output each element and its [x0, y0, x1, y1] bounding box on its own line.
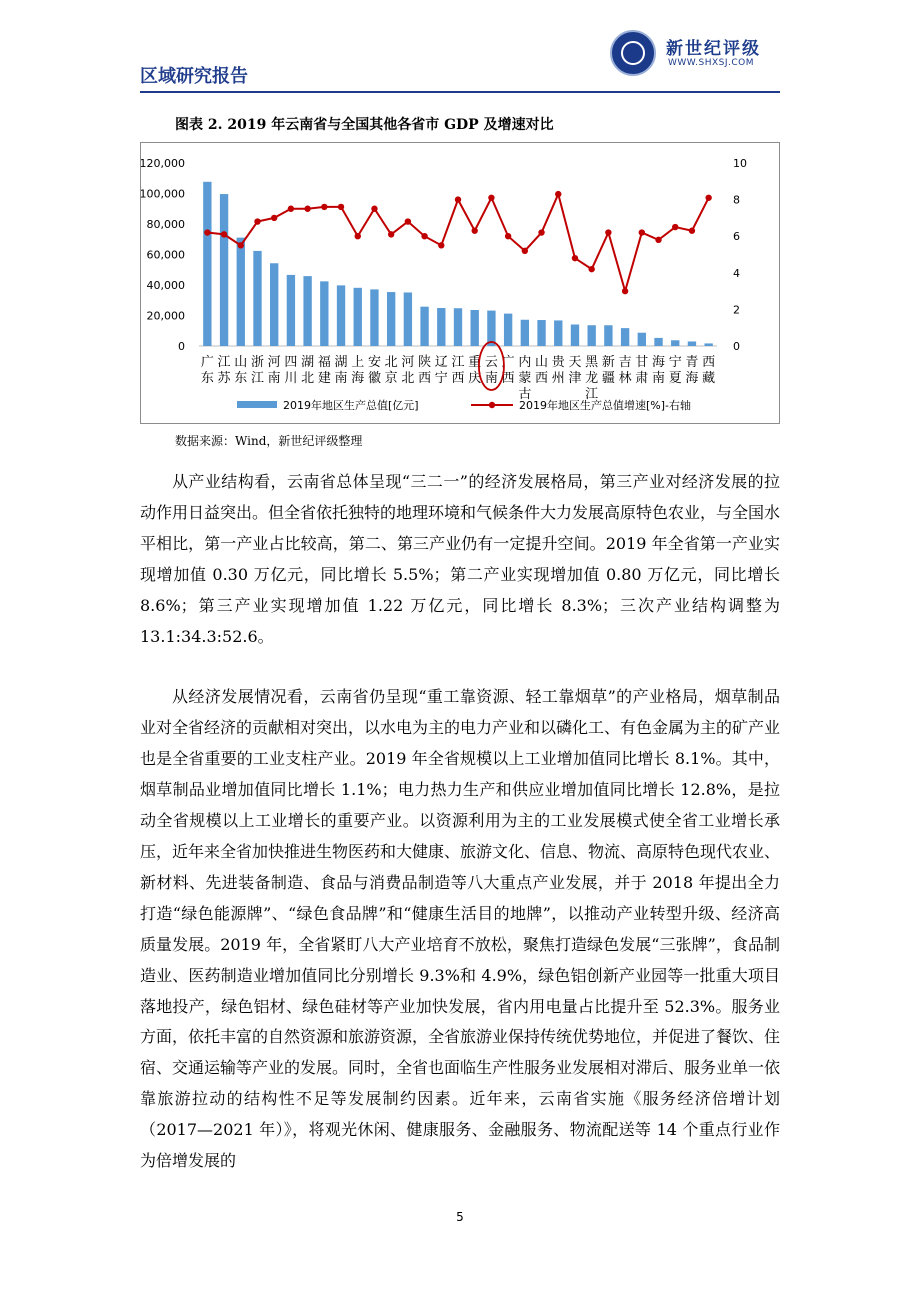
left-axis-tick-label: 60,000 [146, 248, 185, 262]
growth-rate-point [639, 229, 645, 235]
category-label: 吉林 [618, 355, 632, 386]
gdp-bar [604, 325, 612, 346]
gdp-bar [237, 238, 245, 346]
gdp-bar [521, 320, 529, 346]
category-label: 广西 [501, 355, 515, 386]
category-label: 北京 [384, 355, 398, 386]
gdp-bar [537, 320, 545, 346]
category-label: 陕西 [418, 355, 432, 386]
left-axis-tick-label: 120,000 [141, 157, 185, 170]
growth-rate-point [405, 218, 411, 224]
category-label: 青海 [685, 355, 699, 386]
growth-rate-point [321, 204, 327, 210]
category-label: 辽宁 [434, 355, 448, 386]
figure-caption: 图表 2. 2019 年云南省与全国其他各省市 GDP 及增速对比 [175, 117, 554, 133]
legend-bar-swatch [237, 401, 277, 408]
category-label: 河北 [401, 355, 415, 386]
gdp-bar [320, 281, 328, 346]
gdp-bar [704, 343, 712, 346]
left-axis-tick-label: 40,000 [146, 279, 185, 292]
gdp-bar [621, 328, 629, 346]
gdp-chart-frame [140, 142, 780, 424]
growth-rate-point [555, 191, 561, 197]
growth-rate-point [388, 231, 394, 237]
growth-rate-point [672, 224, 678, 230]
growth-rate-line [207, 194, 708, 291]
right-axis-tick-label: 2 [733, 303, 740, 317]
growth-rate-point [371, 206, 377, 212]
growth-rate-point [304, 206, 310, 212]
growth-rate-point [221, 231, 227, 237]
category-label: 天津 [568, 355, 582, 386]
logo-seal-icon [610, 30, 656, 76]
gdp-bar [370, 289, 378, 346]
category-label: 重庆 [468, 355, 482, 386]
right-axis-tick-label: 8 [733, 193, 740, 207]
gdp-bar [654, 338, 662, 346]
growth-rate-point [689, 228, 695, 234]
growth-rate-point [438, 242, 444, 248]
growth-rate-point [472, 228, 478, 234]
category-label: 江苏 [217, 355, 231, 386]
gdp-bar [471, 310, 479, 346]
gdp-bar [571, 324, 579, 346]
left-axis-tick-label: 20,000 [146, 309, 185, 323]
growth-rate-point [338, 204, 344, 210]
category-label: 西藏 [702, 355, 716, 386]
category-label: 湖南 [334, 355, 348, 386]
header-divider [140, 91, 780, 93]
growth-rate-point [622, 288, 628, 294]
growth-rate-point [505, 233, 511, 239]
growth-rate-point [605, 229, 611, 235]
growth-rate-point [488, 195, 494, 201]
gdp-bar [220, 194, 228, 346]
gdp-bar [270, 263, 278, 346]
growth-rate-point [254, 218, 260, 224]
gdp-bar [504, 314, 512, 346]
gdp-bar [554, 320, 562, 346]
right-axis-tick-label: 0 [733, 340, 740, 353]
paragraph-economic-development: 从经济发展情况看，云南省仍呈现“重工靠资源、轻工靠烟草”的产业格局，烟草制品业对全省经济的贡献相对突出，以水电为主的电力产业和以磷化工、有色金属为主的矿产业也是全省重要的工业支柱产业。2019 年全省规模以上工业增加值同比增长 8.1%。其中，烟草制品业增加值同比增长 1.1%；电力热力生产和供应业增加值同比增长 12.8%，是拉动全省规模以上工业增长的重要产业。以资源利用为主的工业发展模式使全省工业增长承压，近年来全省加快推进生物医药和大健康、旅游文化、信息、物流、高原特色现代农业、新材料、先进装备制造、食品与消费品制造等八大重点产业发展，并于 2018 年提出全力打造“绿色能源牌”、“绿色食品牌”和“健康生活目的地牌”，以推动产业转型升级、经济高质量发展。2019 年，全省紧盯八大产业培育不放松，聚焦打造绿色发展“三张牌”，食品制造业、医药制造业增加值同比分别增长 9.3%和 4.9%，绿色铝创新产业园等一批重大项目落地投产，绿色铝材、绿色硅材等产业加快发展，省内用电量占比提升至 52.3%。服务业方面，依托丰富的自然资源和旅游资源，全省旅游业保持传统优势地位，并促进了餐饮、住宿、交通运输等产业的发展。同时，全省也面临生产性服务业发展相对滞后、服务业单一依靠旅游拉动的结构性不足等发展制约因素。近年来，云南省实施《服务经济倍增计划（2017—2021 年）》，将观光休闲、健康服务、金融服务、物流配送等 14 个重点行业作为倍增发展的 [140, 687, 781, 1171]
category-label: 内蒙古 [518, 355, 532, 402]
gdp-bar [354, 288, 362, 346]
legend-bar-label: 2019年地区生产总值[亿元] [283, 399, 419, 412]
category-label: 四川 [284, 355, 298, 386]
category-label: 浙江 [250, 355, 264, 386]
growth-rate-point [288, 206, 294, 212]
growth-rate-point [705, 195, 711, 201]
gdp-bar [203, 182, 211, 346]
category-label: 安徽 [367, 355, 381, 386]
page-number: 5 [456, 1210, 464, 1224]
category-label: 湖北 [301, 355, 315, 386]
gdp-bar [387, 292, 395, 346]
category-label: 贵州 [551, 355, 565, 386]
category-label: 甘肃 [635, 355, 649, 386]
legend-line-marker [489, 402, 495, 408]
category-label: 江西 [451, 355, 465, 386]
gdp-bar [588, 325, 596, 346]
growth-rate-point [522, 248, 528, 254]
growth-rate-point [271, 215, 277, 221]
category-label: 云南 [484, 355, 498, 386]
growth-rate-point [572, 255, 578, 261]
left-axis-tick-label: 80,000 [146, 218, 185, 231]
gdp-bar [688, 341, 696, 346]
legend-line-label: 2019年地区生产总值增速[%]-右轴 [519, 399, 691, 412]
paragraph-industry-structure: 从产业结构看，云南省总体呈现“三二一”的经济发展格局，第三产业对经济发展的拉动作用日益突出。但全省依托独特的地理环境和气候条件大力发展高原特色农业，与全国水平相比，第一产业占比较高，第二、第三产业仍有一定提升空间。2019 年全省第一产业实现增加值 0.30 万亿元，同比增长 5.5%；第二产业实现增加值 0.80 万亿元，同比增长 8.6%；第三产业实现增加值 1.22 万亿元，同比增长 8.3%；三次产业结构调整为 13.1:34.3:52.6。 [140, 472, 781, 646]
category-label: 新疆 [601, 355, 615, 386]
growth-rate-point [238, 242, 244, 248]
category-label: 山东 [234, 355, 248, 386]
company-logo [610, 30, 780, 78]
data-source-note: 数据来源：Wind，新世纪评级整理 [175, 434, 363, 448]
gdp-bar [454, 308, 462, 346]
category-label: 海南 [652, 355, 666, 386]
growth-rate-point [538, 229, 544, 235]
growth-rate-point [588, 266, 594, 272]
left-axis-tick-label: 100,000 [141, 187, 185, 201]
gdp-bar [253, 251, 261, 346]
category-label: 宁夏 [668, 355, 682, 386]
category-label: 河南 [267, 355, 281, 386]
growth-rate-point [455, 196, 461, 202]
right-axis-tick-label: 6 [733, 230, 740, 244]
gdp-bar [487, 311, 495, 346]
logo-name: 新世纪评级 [666, 39, 761, 59]
category-label: 黑龙江 [585, 355, 599, 402]
gdp-bar [404, 292, 412, 346]
gdp-bar [287, 275, 295, 346]
left-axis-tick-label: 0 [178, 340, 185, 353]
right-axis-tick-label: 4 [733, 266, 740, 280]
gdp-bar [420, 307, 428, 346]
growth-rate-point [355, 233, 361, 239]
logo-url: WWW.SHXSJ.COM [668, 58, 755, 68]
gdp-chart [141, 143, 779, 423]
growth-rate-point [204, 229, 210, 235]
growth-rate-point [421, 233, 427, 239]
growth-rate-point [655, 237, 661, 243]
category-label: 山西 [535, 355, 549, 386]
category-label: 广东 [200, 355, 214, 386]
report-header-title: 区域研究报告 [140, 66, 248, 87]
gdp-bar [671, 340, 679, 346]
gdp-bar [638, 333, 646, 346]
gdp-bar [437, 308, 445, 346]
category-label: 福建 [317, 355, 331, 386]
category-label: 上海 [351, 355, 365, 386]
right-axis-tick-label: 10 [733, 157, 747, 170]
body-text [140, 467, 780, 1177]
gdp-bar [337, 285, 345, 346]
gdp-bar [303, 276, 311, 346]
